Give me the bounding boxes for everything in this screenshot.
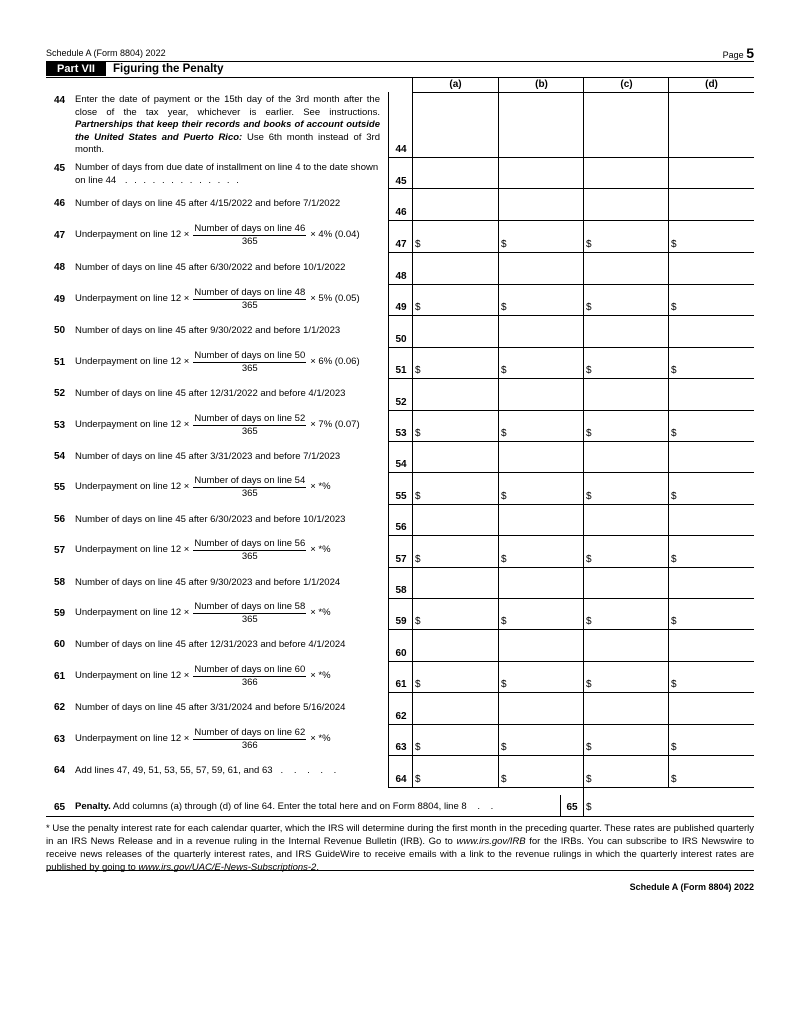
line-46-input-col-a[interactable] [413,189,498,219]
line-45-input-col-b[interactable] [499,159,584,187]
line-51-rate: × 6% (0.06) [310,355,360,367]
line-65-dollar: $ [586,802,592,813]
line-65-dots: . . [477,801,498,812]
line-50-input-col-c[interactable] [584,316,669,346]
line-57-dollar-col-c: $ [586,554,592,565]
line-51-denominator: 365 [241,362,258,374]
line-63-rate: × *% [310,732,331,744]
part-tag: Part VII [46,62,106,76]
line-61-dollar-col-a: $ [415,679,421,690]
line-46-input-col-d[interactable] [669,189,754,219]
line-55-prefix: Underpayment on line 12 × [75,481,190,493]
line-57-dollar-col-a: $ [415,554,421,565]
line-59-input-col-a[interactable] [413,599,498,628]
line-65-description [75,801,555,814]
column-header-d: (d) [705,79,718,90]
line-64-input-col-d[interactable] [669,756,754,786]
line-44-input-col-d[interactable] [669,93,754,157]
line-47-input-col-c[interactable] [584,221,669,251]
line-61-box-number: 61 [395,679,407,690]
line-65-number: 65 [54,802,66,813]
line-50-number: 50 [54,325,66,336]
line-55-numerator: Number of days on line 54 [194,475,306,486]
line-46-box-number: 46 [395,207,407,218]
line-59-description [75,601,331,626]
line-58-input-col-b[interactable] [499,568,584,597]
line-52-input-col-b[interactable] [499,379,584,409]
line-56-input-col-c[interactable] [584,505,669,534]
line-50-box-number: 50 [395,334,407,345]
line-47-dollar-col-c: $ [586,239,592,250]
line-56-box-number: 56 [395,522,407,533]
line-47-dollar-col-d: $ [671,239,677,250]
line-61-fraction [193,664,306,689]
line-49-input-col-d[interactable] [669,285,754,314]
line-49-prefix: Underpayment on line 12 × [75,292,190,304]
line-58-box-number: 58 [395,585,407,596]
line-64-dollar-col-c: $ [586,774,592,785]
line-47-input-col-d[interactable] [669,221,754,251]
line-53-dollar-col-a: $ [415,428,421,439]
line-63-number: 63 [54,733,66,745]
line-62-input-col-a[interactable] [413,693,498,723]
line-47-fraction [193,223,306,248]
line-55-box-number: 55 [395,491,407,502]
line-47-description [75,223,360,248]
line-46-description: Number of days on line 45 after 4/15/2022 and before 7/1/2022 [75,198,341,209]
line-49-dollar-col-d: $ [671,302,677,313]
line-63-denominator: 366 [241,739,258,751]
line-45-description [75,162,380,187]
line-52-input-col-a[interactable] [413,379,498,409]
line-63-dollar-col-a: $ [415,742,421,753]
line-65-box-number: 65 [566,802,578,813]
line-48-input-col-d[interactable] [669,253,754,283]
footnote-link-subscriptions[interactable]: www.irs.gov/UAC/E-News-Subscriptions-2 [138,862,317,873]
line-51-dollar-col-d: $ [671,365,677,376]
line-61-input-col-c[interactable] [584,662,669,691]
line-57-input-col-c[interactable] [584,536,669,566]
line-53-dollar-col-d: $ [671,428,677,439]
line-44-input-col-a[interactable] [413,93,498,157]
line-60-input-col-c[interactable] [584,630,669,660]
line-55-input-col-a[interactable] [413,473,498,503]
line-58-input-col-c[interactable] [584,568,669,597]
line-64-input-col-b[interactable] [499,756,584,786]
line-53-fraction [193,413,306,438]
line-53-denominator: 365 [241,425,258,437]
line-46-number: 46 [54,198,66,209]
line-51-numerator: Number of days on line 50 [194,349,306,361]
line-64-dollar-col-b: $ [501,774,507,785]
line-63-dollar-col-c: $ [586,742,592,753]
line-49-dollar-col-a: $ [415,302,421,313]
line-57-input-col-d[interactable] [669,536,754,566]
line-53-input-col-b[interactable] [499,411,584,440]
line-53-dollar-col-b: $ [501,428,507,439]
line-51-input-col-c[interactable] [584,348,669,377]
line-63-description [75,727,331,752]
line-59-input-col-b[interactable] [499,599,584,628]
line-64-description [75,765,340,778]
line-63-input-col-d[interactable] [669,725,754,754]
line-59-input-col-d[interactable] [669,599,754,628]
line-63-input-col-a[interactable] [413,725,498,754]
line-63-fraction [193,727,306,752]
line-62-input-col-b[interactable] [499,693,584,723]
form-header-name: Schedule A (Form 8804) 2022 [46,48,166,58]
line-60-input-col-a[interactable] [413,630,498,660]
line-51-fraction [193,350,306,375]
line-59-rate: × *% [310,606,331,618]
line-58-input-col-d[interactable] [669,568,754,597]
line-57-input-col-b[interactable] [499,536,584,566]
row-rule-64 [388,787,754,788]
line-50-input-col-d[interactable] [669,316,754,346]
footnote-text-2: for the IRBs. You can subscribe to IRS Newswire to receive news releases of the quarterly interest rates, and IRS GuideWire to receive emails with a link to the revenue rulings in which the quarterly interest rates are published by going to [46,836,754,873]
line-63-box-number: 63 [395,742,407,753]
footer-form-name: Schedule A (Form 8804) 2022 [629,882,754,892]
line-61-input-col-b[interactable] [499,662,584,691]
line-63-dollar-col-b: $ [501,742,507,753]
line-45-input-col-c[interactable] [584,159,669,187]
line-63-numerator: Number of days on line 62 [194,726,306,738]
line-51-dollar-col-a: $ [415,365,421,376]
line-55-input-col-c[interactable] [584,473,669,503]
line-47-dollar-col-b: $ [501,239,507,250]
line-49-input-col-a[interactable] [413,285,498,314]
footnote-text-1: * Use the penalty interest rate for each calendar quarter, which the IRS will determine during the first month in the preceding quarter. These rates are published quarterly in an IRS News Release and in a revenue ruling in the Internal Revenue Bulletin (IRB). Go to [46,823,754,847]
line-54-box-number: 54 [395,459,407,470]
line-53-numerator: Number of days on line 52 [194,412,306,424]
line-55-dollar-col-c: $ [586,491,592,502]
line-55-input-col-b[interactable] [499,473,584,503]
line-49-box-number: 49 [395,302,407,313]
line-46-input-col-c[interactable] [584,189,669,219]
page-number-value: 5 [746,45,754,61]
line-44-input-col-b[interactable] [499,93,584,157]
line-49-numerator: Number of days on line 48 [194,286,306,298]
line-47-number: 47 [54,230,66,241]
line-61-dollar-col-d: $ [671,679,677,690]
line-53-dollar-col-c: $ [586,428,592,439]
line-64-dollar-col-a: $ [415,774,421,785]
line-48-box-number: 48 [395,271,407,282]
column-header-b: (b) [535,79,548,90]
line-45-text: Number of days from due date of installment on line 4 to the date shown on line 44 [75,162,379,186]
line-61-rate: × *% [310,669,331,681]
line-61-description [75,664,331,689]
line-51-prefix: Underpayment on line 12 × [75,355,190,367]
line-49-input-col-b[interactable] [499,285,584,314]
row-rule-44 [388,157,754,158]
line-61-dollar-col-b: $ [501,679,507,690]
line-54-input-col-b[interactable] [499,442,584,471]
line-49-fraction [193,287,306,312]
line-52-number: 52 [54,388,66,399]
line-61-number: 61 [54,670,66,682]
line-53-description [75,413,360,438]
line-51-input-col-a[interactable] [413,348,498,377]
line-54-number: 54 [54,450,66,462]
footer-rule [46,870,754,871]
line-60-description: Number of days on line 45 after 12/31/2023 and before 4/1/2024 [75,639,346,650]
line-50-description: Number of days on line 45 after 9/30/2022 and before 1/1/2023 [75,325,341,336]
line-55-description [75,475,331,500]
line-53-box-number: 53 [395,428,407,439]
line-51-dollar-col-c: $ [586,365,592,376]
column-header-c: (c) [620,79,633,90]
line-45-number: 45 [54,163,66,174]
line-49-dollar-col-c: $ [586,302,592,313]
line-55-dollar-col-b: $ [501,491,507,502]
line-64-dots: . . . . . [280,765,341,776]
line-64-box-number: 64 [395,774,407,785]
line-60-input-col-b[interactable] [499,630,584,660]
line-65-bold: Penalty. [75,801,111,812]
line-63-input-col-c[interactable] [584,725,669,754]
line-47-denominator: 365 [241,236,258,247]
line-57-rate: × *% [310,544,331,556]
line-60-input-col-d[interactable] [669,630,754,660]
line-62-number: 62 [54,702,66,713]
line-63-input-col-b[interactable] [499,725,584,754]
line-55-number: 55 [54,482,66,493]
line-59-denominator: 365 [241,613,258,625]
line-48-input-col-c[interactable] [584,253,669,283]
line-49-rate: × 5% (0.05) [310,292,360,304]
line-53-prefix: Underpayment on line 12 × [75,418,190,430]
line-63-dollar-col-d: $ [671,742,677,753]
line-57-fraction [193,538,306,563]
page-label: Page [722,50,744,60]
line-47-prefix: Underpayment on line 12 × [75,229,190,241]
line-58-description: Number of days on line 45 after 9/30/2023 and before 1/1/2024 [75,576,341,588]
line-57-dollar-col-d: $ [671,554,677,565]
line-44-number: 44 [54,95,66,106]
line-51-dollar-col-b: $ [501,365,507,376]
line-48-description: Number of days on line 45 after 6/30/2022 and before 10/1/2022 [75,262,346,273]
line-61-input-col-a[interactable] [413,662,498,691]
line-44-box-number: 44 [395,144,407,155]
line-59-numerator: Number of days on line 58 [194,600,306,612]
line-52-input-col-c[interactable] [584,379,669,409]
line-60-number: 60 [54,639,66,650]
line-57-numerator: Number of days on line 56 [194,538,306,549]
line-61-numerator: Number of days on line 60 [194,663,306,675]
page-number [723,45,754,61]
line-62-box-number: 62 [395,711,407,722]
line-55-dollar-col-a: $ [415,491,421,502]
row-rule-65 [46,816,754,817]
line-53-number: 53 [54,419,66,431]
line-57-description [75,538,331,563]
line-44-text-end: Use 6th month instead of 3rd month. [75,131,380,155]
line-48-input-col-b[interactable] [499,253,584,283]
line-47-box-number: 47 [395,239,407,250]
line-50-input-col-b[interactable] [499,316,584,346]
line-64-input-col-a[interactable] [413,756,498,786]
line-44-text: Enter the date of payment or the 15th day of the 3rd month after the close of the tax year, whichever is earlier. See instructions. [75,94,380,118]
line-53-input-col-c[interactable] [584,411,669,440]
line-65-text: Add columns (a) through (d) of line 64. Enter the total here and on Form 8804, line 8 [112,801,467,812]
line-47-dollar-col-a: $ [415,239,421,250]
line-55-fraction [193,475,306,500]
line-54-input-col-a[interactable] [413,442,498,471]
line-44-bold-note: Partnerships that keep their records and books of account outside the United States and Puerto Rico: [75,119,380,143]
line-45-input-col-d[interactable] [669,159,754,187]
line-59-fraction [193,601,306,626]
line-56-input-col-a[interactable] [413,505,498,534]
line-45-box-number: 45 [395,176,407,187]
line-50-input-col-a[interactable] [413,316,498,346]
line-59-number: 59 [54,607,66,619]
line-51-description [75,350,360,375]
line-64-text: Add lines 47, 49, 51, 53, 55, 57, 59, 61, and 63 [75,765,273,776]
line-58-input-col-a[interactable] [413,568,498,597]
line-49-number: 49 [54,293,66,305]
line-53-input-col-a[interactable] [413,411,498,440]
line-61-input-col-d[interactable] [669,662,754,691]
line-47-input-col-b[interactable] [499,221,584,251]
line-45-input-col-a[interactable] [413,159,498,187]
line-51-number: 51 [54,356,66,368]
line-56-input-col-b[interactable] [499,505,584,534]
line-59-dollar-col-c: $ [586,616,592,627]
line-53-rate: × 7% (0.07) [310,418,360,430]
line-57-prefix: Underpayment on line 12 × [75,544,190,556]
line-48-input-col-a[interactable] [413,253,498,283]
line-49-dollar-col-b: $ [501,302,507,313]
line-56-description: Number of days on line 45 after 6/30/2023 and before 10/1/2023 [75,513,346,525]
line-48-number: 48 [54,262,66,273]
line-59-box-number: 59 [395,616,407,627]
line-54-input-col-c[interactable] [584,442,669,471]
footnote-text-3: . [316,862,319,873]
column-header-a: (a) [449,79,462,90]
line-44-input-col-c[interactable] [584,93,669,157]
line-64-number: 64 [54,765,66,776]
line-59-dollar-col-d: $ [671,616,677,627]
line-52-description: Number of days on line 45 after 12/31/2022 and before 4/1/2023 [75,388,346,399]
line-60-box-number: 60 [395,648,407,659]
line-61-denominator: 366 [241,676,258,688]
line-62-input-col-d[interactable] [669,693,754,723]
line-49-description [75,287,360,312]
line-65-input[interactable] [585,796,754,816]
line-62-description: Number of days on line 45 after 3/31/2024 and before 5/16/2024 [75,702,346,713]
footnote-link-irb[interactable]: www.irs.gov/IRB [456,836,526,847]
line-64-input-col-c[interactable] [584,756,669,786]
line-47-numerator: Number of days on line 46 [194,223,306,234]
line-55-rate: × *% [310,481,331,493]
line-54-description: Number of days on line 45 after 3/31/2023 and before 7/1/2023 [75,450,341,462]
line-57-input-col-a[interactable] [413,536,498,566]
line-46-input-col-b[interactable] [499,189,584,219]
line-53-input-col-d[interactable] [669,411,754,440]
line-58-number: 58 [54,576,66,588]
line-63-prefix: Underpayment on line 12 × [75,732,190,744]
line-54-input-col-d[interactable] [669,442,754,471]
line-49-input-col-c[interactable] [584,285,669,314]
line-47-input-col-a[interactable] [413,221,498,251]
line-59-prefix: Underpayment on line 12 × [75,606,190,618]
line-49-denominator: 365 [241,299,258,311]
line-59-dollar-col-a: $ [415,616,421,627]
line-55-dollar-col-d: $ [671,491,677,502]
line-55-denominator: 365 [241,488,258,499]
line-44-description [75,94,380,157]
line-51-input-col-d[interactable] [669,348,754,377]
line-57-box-number: 57 [395,554,407,565]
line-57-dollar-col-b: $ [501,554,507,565]
line-56-number: 56 [54,513,66,525]
line-62-input-col-c[interactable] [584,693,669,723]
footnote [46,822,754,874]
part-title: Figuring the Penalty [113,63,224,75]
line-45-dots: . . . . . . . . . . . . . [124,174,241,186]
line-57-denominator: 365 [241,551,258,562]
line-57-number: 57 [54,545,66,556]
line-59-dollar-col-b: $ [501,616,507,627]
line-52-input-col-d[interactable] [669,379,754,409]
line-55-input-col-d[interactable] [669,473,754,503]
line-52-box-number: 52 [395,397,407,408]
line-47-rate: × 4% (0.04) [310,229,360,241]
line-56-input-col-d[interactable] [669,505,754,534]
line-64-dollar-col-d: $ [671,774,677,785]
line-51-input-col-b[interactable] [499,348,584,377]
line-61-prefix: Underpayment on line 12 × [75,669,190,681]
line-61-dollar-col-c: $ [586,679,592,690]
line-59-input-col-c[interactable] [584,599,669,628]
line-51-box-number: 51 [395,365,407,376]
